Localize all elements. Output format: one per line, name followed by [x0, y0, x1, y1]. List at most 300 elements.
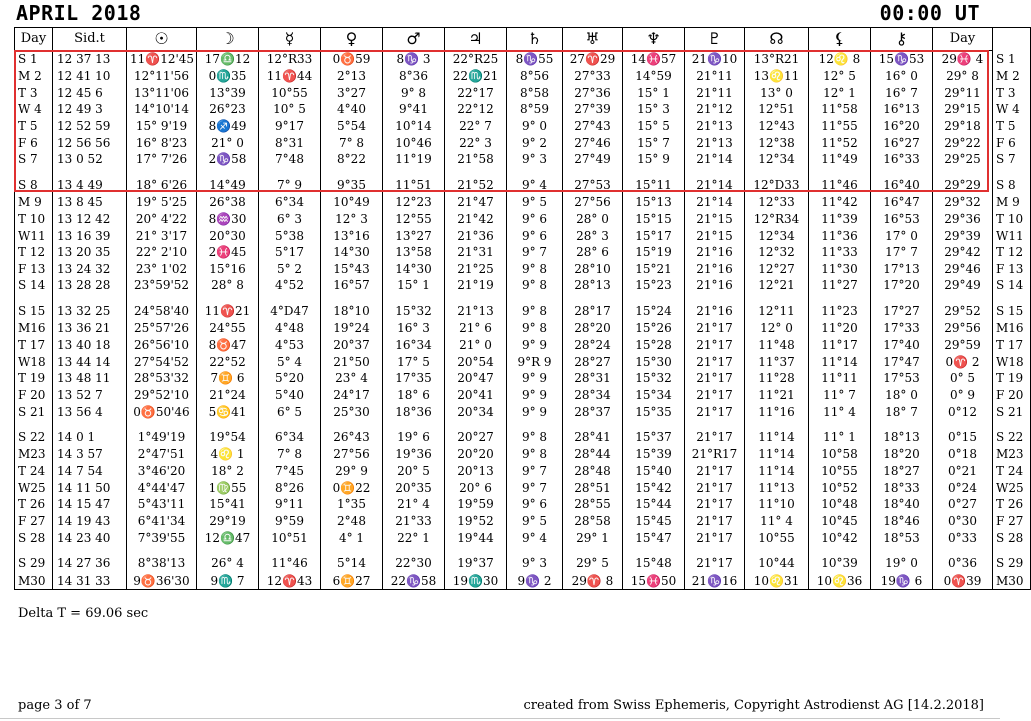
position-cell: 10♌31 — [745, 572, 809, 589]
position-cell: 29°15 — [933, 101, 993, 118]
position-cell: 21°17 — [685, 370, 745, 387]
position-cell: 9° 9 — [507, 337, 563, 354]
position-cell: 14°30 — [383, 260, 445, 277]
position-cell: 19°44 — [445, 529, 507, 546]
position-cell: 16°40 — [871, 168, 933, 194]
position-cell: 1°35 — [321, 496, 383, 513]
position-cell: 21°11 — [685, 84, 745, 101]
position-cell: 4°40 — [321, 101, 383, 118]
position-cell: 25°30 — [321, 403, 383, 420]
position-cell: 8°26 — [259, 479, 321, 496]
position-cell: 21° 3'17 — [127, 227, 197, 244]
position-cell: 0° 9 — [933, 387, 993, 404]
position-cell: 21°17 — [685, 403, 745, 420]
position-cell: 15°44 — [623, 496, 685, 513]
position-cell: 12°R33 — [259, 51, 321, 68]
position-cell: 12°38 — [745, 134, 809, 151]
mercury-icon: ☿ — [259, 28, 321, 51]
position-cell: 16° 8'23 — [127, 134, 197, 151]
position-cell: 15°47 — [623, 529, 685, 546]
position-cell: 10♌36 — [809, 572, 871, 589]
position-cell: 15°23 — [623, 277, 685, 294]
position-cell: 8♉47 — [197, 337, 259, 354]
page-title: APRIL 2018 — [16, 1, 142, 25]
position-cell: 10°14 — [383, 118, 445, 135]
position-cell: 9° 4 — [507, 529, 563, 546]
position-cell: 20°35 — [383, 479, 445, 496]
position-cell: 0♏35 — [197, 68, 259, 85]
position-cell: 9° 8 — [507, 294, 563, 320]
position-cell: 18° 6'26 — [127, 168, 197, 194]
position-cell: 29° 1 — [563, 529, 623, 546]
position-cell: 21°16 — [685, 260, 745, 277]
position-cell: 9° 7 — [507, 479, 563, 496]
position-cell: 28°48 — [563, 463, 623, 480]
position-cell: 16°47 — [871, 194, 933, 211]
position-cell: 12°D33 — [745, 168, 809, 194]
position-cell: 22♑58 — [383, 572, 445, 589]
position-cell: 0♉59 — [321, 51, 383, 68]
position-cell: 22° 1 — [383, 529, 445, 546]
position-cell: 15°26 — [623, 320, 685, 337]
page-number: page 3 of 7 — [18, 698, 92, 713]
position-cell: 17°20 — [871, 277, 933, 294]
position-cell: 28°55 — [563, 496, 623, 513]
day-cell: T 17 — [993, 337, 1031, 354]
position-cell: 29°19 — [197, 513, 259, 530]
position-cell: 9° 2 — [507, 134, 563, 151]
position-cell: 9♑ 2 — [507, 572, 563, 589]
position-cell: 15°28 — [623, 337, 685, 354]
position-cell: 26°23 — [197, 101, 259, 118]
mars-icon: ♂ — [383, 28, 445, 51]
column-header-day: Day — [933, 28, 993, 51]
position-cell: 11° 1 — [809, 420, 871, 446]
day-cell: W18 — [15, 353, 53, 370]
position-cell: 9° 5 — [507, 194, 563, 211]
position-cell: 21° 0 — [197, 134, 259, 151]
table-row — [15, 479, 1031, 496]
position-cell: 7° 9 — [259, 168, 321, 194]
table-row — [15, 572, 1031, 589]
credit-line: created from Swiss Ephemeris, Copyright Astrodienst AG [14.2.2018] — [523, 698, 984, 713]
position-cell: 17°33 — [871, 320, 933, 337]
position-cell: 12° 0 — [745, 320, 809, 337]
position-cell: 15°40 — [623, 463, 685, 480]
position-cell: 28°17 — [563, 294, 623, 320]
table-row — [15, 260, 1031, 277]
sidereal-time-cell: 14 19 43 — [53, 513, 127, 530]
position-cell: 15♑53 — [871, 51, 933, 68]
position-cell: 18°40 — [871, 496, 933, 513]
position-cell: 21°42 — [445, 211, 507, 228]
position-cell: 10°55 — [745, 529, 809, 546]
position-cell: 4°52 — [259, 277, 321, 294]
position-cell: 12°34 — [745, 151, 809, 168]
position-cell: 15°32 — [383, 294, 445, 320]
position-cell: 21°13 — [685, 118, 745, 135]
table-row — [15, 134, 1031, 151]
day-cell: T 24 — [15, 463, 53, 480]
position-cell: 21°17 — [685, 513, 745, 530]
position-cell: 15°21 — [623, 260, 685, 277]
delta-t-note: Delta T = 69.06 sec — [18, 606, 149, 621]
position-cell: 21°17 — [685, 546, 745, 572]
day-cell: W 4 — [993, 101, 1031, 118]
position-cell: 29° 5 — [563, 546, 623, 572]
position-cell: 16°27 — [871, 134, 933, 151]
position-cell: 29°25 — [933, 151, 993, 168]
day-cell: S 8 — [15, 168, 53, 194]
day-cell: T 5 — [15, 118, 53, 135]
position-cell: 17♎12 — [197, 51, 259, 68]
position-cell: 8♒30 — [197, 211, 259, 228]
day-cell: S 14 — [993, 277, 1031, 294]
position-cell: 16°13 — [871, 101, 933, 118]
sidereal-time-cell: 13 8 45 — [53, 194, 127, 211]
position-cell: 20°27 — [445, 420, 507, 446]
position-cell: 18°46 — [871, 513, 933, 530]
day-cell: T 19 — [15, 370, 53, 387]
position-cell: 19°52 — [445, 513, 507, 530]
position-cell: 28°24 — [563, 337, 623, 354]
day-cell: W18 — [993, 353, 1031, 370]
day-cell: S 7 — [15, 151, 53, 168]
position-cell: 10°39 — [809, 546, 871, 572]
position-cell: 12°33 — [745, 194, 809, 211]
position-cell: 21°17 — [685, 387, 745, 404]
table-row — [15, 151, 1031, 168]
position-cell: 3°46'20 — [127, 463, 197, 480]
day-cell: S 21 — [15, 403, 53, 420]
position-cell: 13°58 — [383, 244, 445, 261]
position-cell: 9°R 9 — [507, 353, 563, 370]
position-cell: 12° 5 — [809, 68, 871, 85]
position-cell: 10°52 — [809, 479, 871, 496]
position-cell: 21°17 — [685, 479, 745, 496]
day-cell: S 29 — [993, 546, 1031, 572]
position-cell: 21°14 — [685, 194, 745, 211]
position-cell: 9° 7 — [507, 244, 563, 261]
day-cell: M 9 — [15, 194, 53, 211]
position-cell: 19° 0 — [871, 546, 933, 572]
position-cell: 15°41 — [197, 496, 259, 513]
table-row — [15, 320, 1031, 337]
position-cell: 19° 5'25 — [127, 194, 197, 211]
position-cell: 9° 0 — [507, 118, 563, 135]
position-cell: 15°30 — [623, 353, 685, 370]
position-cell: 18° 7 — [871, 403, 933, 420]
position-cell: 15°15 — [623, 211, 685, 228]
position-cell: 15° 1 — [383, 277, 445, 294]
position-cell: 11°14 — [745, 420, 809, 446]
position-cell: 9° 8 — [507, 320, 563, 337]
position-cell: 28°34 — [563, 387, 623, 404]
position-cell: 13°R21 — [745, 51, 809, 68]
sidereal-time-cell: 13 48 11 — [53, 370, 127, 387]
column-header-day: Day — [15, 28, 53, 51]
sidereal-time-cell: 13 32 25 — [53, 294, 127, 320]
position-cell: 5° 2 — [259, 260, 321, 277]
position-cell: 21°R17 — [685, 446, 745, 463]
position-cell: 22♏21 — [445, 68, 507, 85]
position-cell: 9° 8 — [507, 260, 563, 277]
position-cell: 27°56 — [563, 194, 623, 211]
neptune-icon: ♆ — [623, 28, 685, 51]
position-cell: 29° 9 — [321, 463, 383, 480]
position-cell: 27°33 — [563, 68, 623, 85]
position-cell: 11°42 — [809, 194, 871, 211]
position-cell: 11°10 — [745, 496, 809, 513]
position-cell: 21°58 — [445, 151, 507, 168]
position-cell: 5°40 — [259, 387, 321, 404]
sidereal-time-cell: 13 0 52 — [53, 151, 127, 168]
position-cell: 21°14 — [685, 151, 745, 168]
position-cell: 2°48 — [321, 513, 383, 530]
position-cell: 15°11 — [623, 168, 685, 194]
day-cell: W11 — [15, 227, 53, 244]
day-cell: W11 — [993, 227, 1031, 244]
day-cell: S 28 — [15, 529, 53, 546]
position-cell: 15°43 — [321, 260, 383, 277]
position-cell: 28°37 — [563, 403, 623, 420]
position-cell: 20° 6 — [445, 479, 507, 496]
sidereal-time-cell: 13 4 49 — [53, 168, 127, 194]
position-cell: 7° 8 — [321, 134, 383, 151]
position-cell: 11♈21 — [197, 294, 259, 320]
position-cell: 17°35 — [383, 370, 445, 387]
day-cell: M30 — [15, 572, 53, 589]
position-cell: 11°17 — [809, 337, 871, 354]
day-cell: M30 — [993, 572, 1031, 589]
position-cell: 21° 4 — [383, 496, 445, 513]
position-cell: 9° 4 — [507, 168, 563, 194]
position-cell: 20°54 — [445, 353, 507, 370]
position-cell: 12°34 — [745, 227, 809, 244]
table-row — [15, 51, 1031, 68]
position-cell: 21°50 — [321, 353, 383, 370]
saturn-icon: ♄ — [507, 28, 563, 51]
position-cell: 29°32 — [933, 194, 993, 211]
position-cell: 20°37 — [321, 337, 383, 354]
position-cell: 16° 3 — [383, 320, 445, 337]
position-cell: 15° 9 — [623, 151, 685, 168]
table-row — [15, 244, 1031, 261]
position-cell: 11°46 — [259, 546, 321, 572]
position-cell: 3°27 — [321, 84, 383, 101]
position-cell: 11°36 — [809, 227, 871, 244]
position-cell: 18°10 — [321, 294, 383, 320]
position-cell: 9°11 — [259, 496, 321, 513]
position-cell: 17° 7'26 — [127, 151, 197, 168]
position-cell: 5°43'11 — [127, 496, 197, 513]
position-cell: 9° 6 — [507, 211, 563, 228]
position-cell: 21°17 — [685, 320, 745, 337]
sidereal-time-cell: 14 27 36 — [53, 546, 127, 572]
jupiter-icon: ♃ — [445, 28, 507, 51]
position-cell: 14°49 — [197, 168, 259, 194]
position-cell: 0°24 — [933, 479, 993, 496]
day-cell: M23 — [993, 446, 1031, 463]
table-row — [15, 463, 1031, 480]
table-row — [15, 496, 1031, 513]
position-cell: 27°43 — [563, 118, 623, 135]
position-cell: 21°17 — [685, 463, 745, 480]
position-cell: 21°14 — [685, 168, 745, 194]
day-cell: S 21 — [993, 403, 1031, 420]
position-cell: 16°34 — [383, 337, 445, 354]
position-cell: 27°46 — [563, 134, 623, 151]
table-row — [15, 194, 1031, 211]
position-cell: 11°14 — [809, 353, 871, 370]
position-cell: 0♈ 2 — [933, 353, 993, 370]
day-cell: S 1 — [993, 51, 1031, 68]
position-cell: 17°47 — [871, 353, 933, 370]
position-cell: 15°19 — [623, 244, 685, 261]
position-cell: 21°15 — [685, 227, 745, 244]
position-cell: 9°59 — [259, 513, 321, 530]
position-cell: 4°53 — [259, 337, 321, 354]
position-cell: 10°55 — [259, 84, 321, 101]
position-cell: 11°16 — [745, 403, 809, 420]
position-cell: 0°21 — [933, 463, 993, 480]
day-cell: F 13 — [993, 260, 1031, 277]
position-cell: 29°39 — [933, 227, 993, 244]
table-row — [15, 546, 1031, 572]
position-cell: 8°59 — [507, 101, 563, 118]
position-cell: 8♐49 — [197, 118, 259, 135]
position-cell: 26°56'10 — [127, 337, 197, 354]
position-cell: 16°20 — [871, 118, 933, 135]
position-cell: 22° 2'10 — [127, 244, 197, 261]
position-cell: 23°59'52 — [127, 277, 197, 294]
position-cell: 0°36 — [933, 546, 993, 572]
position-cell: 20° 5 — [383, 463, 445, 480]
position-cell: 28°41 — [563, 420, 623, 446]
position-cell: 9♉36'30 — [127, 572, 197, 589]
position-cell: 21°11 — [685, 68, 745, 85]
position-cell: 11° 4 — [745, 513, 809, 530]
position-cell: 11° 4 — [809, 403, 871, 420]
position-cell: 21°25 — [445, 260, 507, 277]
position-cell: 2°13 — [321, 68, 383, 85]
sidereal-time-cell: 12 37 13 — [53, 51, 127, 68]
position-cell: 21♑16 — [685, 572, 745, 589]
position-cell: 15°24 — [623, 294, 685, 320]
position-cell: 8°31 — [259, 134, 321, 151]
position-cell: 21°17 — [685, 337, 745, 354]
table-row — [15, 446, 1031, 463]
position-cell: 23° 4 — [321, 370, 383, 387]
position-cell: 28°13 — [563, 277, 623, 294]
position-cell: 21°15 — [685, 211, 745, 228]
position-cell: 26°43 — [321, 420, 383, 446]
position-cell: 29°56 — [933, 320, 993, 337]
day-cell: S 22 — [993, 420, 1031, 446]
position-cell: 11°39 — [809, 211, 871, 228]
position-cell: 21°13 — [445, 294, 507, 320]
position-cell: 16° 7 — [871, 84, 933, 101]
position-cell: 11°21 — [745, 387, 809, 404]
day-cell: T 12 — [993, 244, 1031, 261]
pluto-icon: ♇ — [685, 28, 745, 51]
position-cell: 11°37 — [745, 353, 809, 370]
sidereal-time-cell: 14 15 47 — [53, 496, 127, 513]
position-cell: 29°59 — [933, 337, 993, 354]
venus-icon: ♀ — [321, 28, 383, 51]
position-cell: 10°45 — [809, 513, 871, 530]
position-cell: 13♌11 — [745, 68, 809, 85]
position-cell: 18° 6 — [383, 387, 445, 404]
day-cell: W 4 — [15, 101, 53, 118]
position-cell: 0°30 — [933, 513, 993, 530]
position-cell: 9° 9 — [507, 387, 563, 404]
position-cell: 0°33 — [933, 529, 993, 546]
table-row — [15, 420, 1031, 446]
position-cell: 22°52 — [197, 353, 259, 370]
position-cell: 13°39 — [197, 84, 259, 101]
position-cell: 21♑10 — [685, 51, 745, 68]
position-cell: 2♑58 — [197, 151, 259, 168]
position-cell: 11°58 — [809, 101, 871, 118]
position-cell: 12°51 — [745, 101, 809, 118]
position-cell: 11°46 — [809, 168, 871, 194]
position-cell: 19♏30 — [445, 572, 507, 589]
position-cell: 9° 6 — [507, 227, 563, 244]
day-cell: S 22 — [15, 420, 53, 446]
position-cell: 10°48 — [809, 496, 871, 513]
position-cell: 4°48 — [259, 320, 321, 337]
table-row — [15, 387, 1031, 404]
day-cell: T 26 — [993, 496, 1031, 513]
position-cell: 29♓ 4 — [933, 51, 993, 68]
position-cell: 4°44'47 — [127, 479, 197, 496]
position-cell: 21°16 — [685, 244, 745, 261]
position-cell: 17°40 — [871, 337, 933, 354]
position-cell: 0°15 — [933, 420, 993, 446]
position-cell: 20°13 — [445, 463, 507, 480]
page-divider — [0, 718, 1000, 719]
position-cell: 16°33 — [871, 151, 933, 168]
position-cell: 13°16 — [321, 227, 383, 244]
position-cell: 29°52'10 — [127, 387, 197, 404]
position-cell: 6°34 — [259, 194, 321, 211]
position-cell: 5° 4 — [259, 353, 321, 370]
position-cell: 14°30 — [321, 244, 383, 261]
day-cell: S 15 — [15, 294, 53, 320]
position-cell: 11°55 — [809, 118, 871, 135]
position-cell: 8°38'13 — [127, 546, 197, 572]
position-cell: 9° 8 — [383, 84, 445, 101]
ephemeris-table — [14, 27, 1031, 590]
position-cell: 25°57'26 — [127, 320, 197, 337]
position-cell: 11°28 — [745, 370, 809, 387]
position-cell: 21°33 — [383, 513, 445, 530]
position-cell: 17°13 — [871, 260, 933, 277]
day-cell: F 27 — [15, 513, 53, 530]
sidereal-time-cell: 13 40 18 — [53, 337, 127, 354]
position-cell: 29° 8 — [933, 68, 993, 85]
table-body — [15, 51, 1031, 590]
position-cell: 21°52 — [445, 168, 507, 194]
day-cell: W25 — [15, 479, 53, 496]
position-cell: 12°11'56 — [127, 68, 197, 85]
position-cell: 8♑55 — [507, 51, 563, 68]
position-cell: 11°11 — [809, 370, 871, 387]
position-cell: 17°27 — [871, 294, 933, 320]
position-cell: 9° 5 — [507, 513, 563, 530]
position-cell: 12°R34 — [745, 211, 809, 228]
